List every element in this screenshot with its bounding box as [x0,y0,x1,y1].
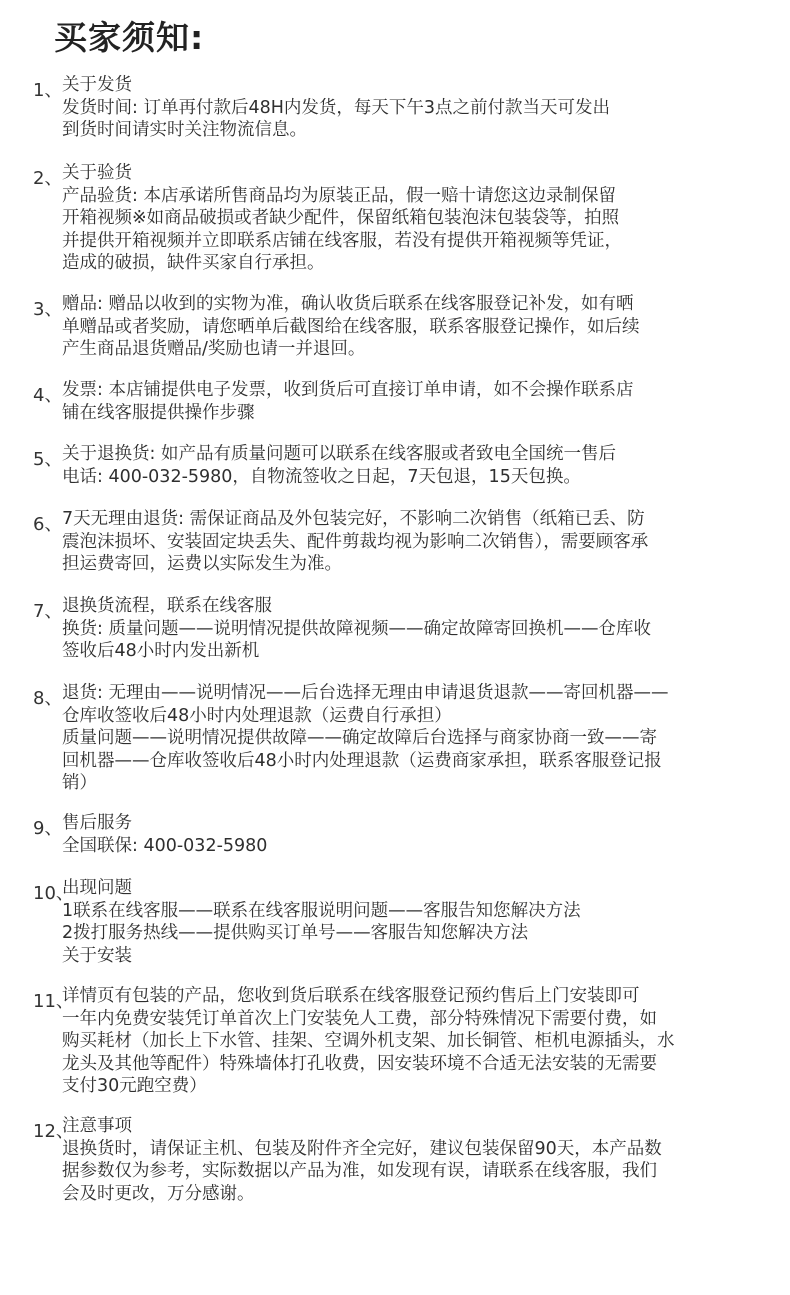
item-line: 并提供开箱视频并立即联系店铺在线客服，若没有提供开箱视频等凭证， [62,230,622,251]
item-line: 支付30元跑空费） [62,1076,207,1096]
item-line: 发货时间: 订单再付款后48H内发货，每天下午3点之前付款当天可发出 [62,97,611,118]
item-number: 5、 [33,449,63,470]
item-line: 一年内免费安装凭订单首次上门安装免人工费，部分特殊情况下需要付费，如 [62,1008,657,1029]
item-body [62,74,777,142]
item-heading: 关于发货 [62,75,132,95]
item-line: 赠品: 赠品以收到的实物为准，确认收货后联系在线客服登记补发，如有晒 [62,294,634,314]
item-line: 产生商品退货赠品/奖励也请一并退回。 [62,339,366,359]
item-line: 仓库收签收后48小时内处理退款（运费自行承担） [62,705,452,726]
item-body [62,443,777,488]
item-body [62,595,777,663]
item-body [62,812,777,857]
item-number: 11、 [33,991,74,1012]
item-number: 7、 [33,601,63,622]
item-body [62,379,777,424]
item-line: 担运费寄回，运费以实际发生为准。 [62,554,342,574]
item-heading: 退换货流程，联系在线客服 [62,596,272,616]
item-line: 电话: 400-032-5980，自物流签收之日起，7天包退，15天包换。 [62,466,581,487]
item-line: 换货: 质量问题——说明情况提供故障视频——确定故障寄回换机——仓库收 [62,618,651,639]
item-heading: 关于验货 [62,163,132,183]
item-number: 10、 [33,883,74,904]
item-line: 1联系在线客服——联系在线客服说明问题——客服告知您解决方法 [62,900,581,921]
item-line: 震泡沫损坏、安装固定块丢失、配件剪裁均视为影响二次销售），需要顾客承 [62,531,649,552]
item-number: 1、 [33,80,63,101]
item-line: 到货时间请实时关注物流信息。 [62,120,307,140]
item-line: 据参数仅为参考，实际数据以产品为准，如发现有误，请联系在线客服，我们 [62,1161,657,1181]
item-line: 单赠品或者奖励，请您晒单后截图给在线客服，联系客服登记操作，如后续 [62,316,640,337]
item-line: 全国联保: 400-032-5980 [62,835,268,856]
item-body [62,877,777,967]
page-title: 买家须知: [54,18,205,57]
item-number: 9、 [33,818,63,839]
item-line: 龙头及其他等配件）特殊墙体打孔收费，因安装环境不合适无法安装的无需要 [62,1053,657,1074]
item-number: 8、 [33,688,63,709]
item-line: 关于安装 [62,945,132,966]
item-heading: 出现问题 [62,878,132,898]
item-number: 6、 [33,514,63,535]
item-line: 7天无理由退货: 需保证商品及外包装完好，不影响二次销售（纸箱已丢、防 [62,509,645,529]
item-line: 签收后48小时内发出新机 [62,641,260,661]
item-number: 2、 [33,168,63,189]
item-body [62,985,777,1098]
item-line: 开箱视频※如商品破损或者缺少配件，保留纸箱包装泡沫包装袋等，拍照 [62,208,620,228]
item-line: 销） [62,773,97,793]
item-line: 产品验货: 本店承诺所售商品均为原装正品，假一赔十请您这边录制保留 [62,185,616,206]
item-line: 发票: 本店铺提供电子发票，收到货后可直接订单申请，如不会操作联系店 [62,380,634,400]
item-line: 质量问题——说明情况提供故障——确定故障后台选择与商家协商一致——寄 [62,728,657,748]
item-line: 会及时更改，万分感谢。 [62,1183,255,1204]
item-number: 3、 [33,299,63,320]
item-line: 退换货时，请保证主机、包装及附件齐全完好，建议包装保留90天，本产品数 [62,1138,662,1159]
item-line: 详情页有包装的产品，您收到货后联系在线客服登记预约售后上门安装即可 [62,986,640,1006]
item-line: 购买耗材（加长上下水管、挂架、空调外机支架、加长铜管、柜机电源插头，水 [62,1031,675,1051]
item-heading: 售后服务 [62,813,132,833]
item-line: 2拨打服务热线——提供购买订单号——客服告知您解决方法 [62,923,529,943]
item-line: 回机器——仓库收签收后48小时内处理退款（运费商家承担，联系客服登记报 [62,750,662,771]
item-number: 12、 [33,1121,74,1142]
item-line: 铺在线客服提供操作步骤 [62,402,255,423]
item-line: 退货: 无理由——说明情况——后台选择无理由申请退货退款——寄回机器—— [62,683,669,703]
item-line: 关于退换货: 如产品有质量问题可以联系在线客服或者致电全国统一售后 [62,444,616,464]
item-line: 造成的破损，缺件买家自行承担。 [62,253,325,273]
item-heading: 注意事项 [62,1116,132,1136]
item-number: 4、 [33,385,63,406]
item-body [62,1115,777,1205]
item-body [62,162,777,275]
item-body [62,508,777,576]
item-body [62,682,777,795]
item-body [62,293,777,361]
